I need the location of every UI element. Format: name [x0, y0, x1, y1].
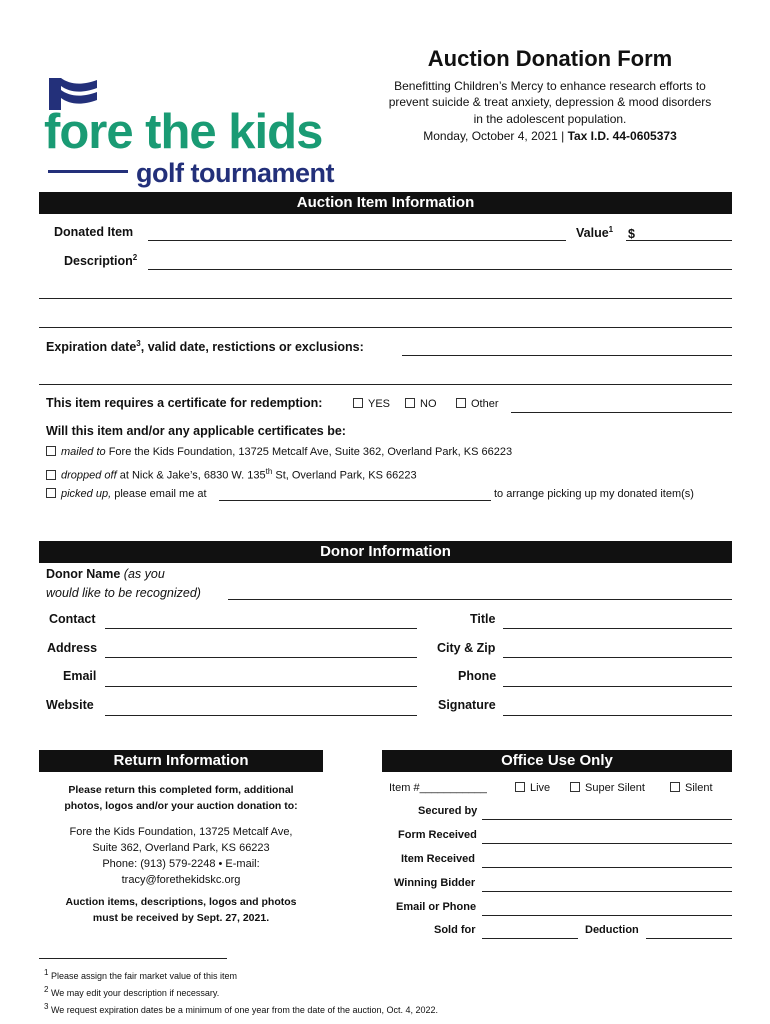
- mailed-checkbox[interactable]: mailed to Fore the Kids Foundation, 13725 Metcalf Ave, Suite 362, Overland Park, KS 66223: [46, 446, 512, 458]
- email-phone-field[interactable]: [482, 915, 732, 916]
- email-label: Email: [63, 669, 97, 683]
- donor-name-field[interactable]: [228, 599, 732, 600]
- title-label: Title: [470, 612, 496, 626]
- address-field[interactable]: [105, 657, 417, 658]
- other-checkbox[interactable]: Other: [456, 398, 499, 410]
- delivery-question: Will this item and/or any applicable certificates be:: [46, 424, 346, 438]
- email-field[interactable]: [105, 686, 417, 687]
- event-date: Monday, October 4, 2021 |: [423, 129, 568, 143]
- tax-id: Tax I.D. 44-0605373: [567, 129, 677, 143]
- signature-field[interactable]: [503, 715, 732, 716]
- other-field[interactable]: [511, 412, 732, 413]
- live-checkbox[interactable]: Live: [515, 782, 550, 794]
- subtitle-line: in the adolescent population.: [473, 112, 627, 126]
- logo-sub-text: golf tournament: [136, 158, 334, 188]
- pickup-email-field[interactable]: [219, 500, 491, 501]
- item-received-label: Item Received: [401, 853, 475, 865]
- item-received-field[interactable]: [482, 867, 732, 868]
- no-checkbox[interactable]: NO: [405, 398, 437, 410]
- expiration-field[interactable]: [402, 355, 732, 356]
- logo-main-text: fore the kids: [44, 105, 323, 159]
- contact-field[interactable]: [105, 628, 417, 629]
- description-field[interactable]: [39, 298, 732, 299]
- sold-for-label: Sold for: [434, 924, 476, 936]
- footnotes: [44, 966, 438, 1017]
- address-label: Address: [47, 641, 98, 655]
- dollar-sign: $: [628, 227, 635, 241]
- pickup-text-end: to arrange picking up my donated item(s): [494, 488, 694, 500]
- logo: [42, 72, 352, 192]
- item-number-label: Item #___________: [389, 782, 487, 794]
- description-field[interactable]: [39, 327, 732, 328]
- sold-for-field[interactable]: [482, 938, 578, 939]
- donated-item-label: Donated Item: [54, 225, 134, 239]
- website-field[interactable]: [105, 715, 417, 716]
- footnote-2: $^2$ We may edit your description if necessary.: [44, 985, 220, 998]
- silent-checkbox[interactable]: Silent: [670, 782, 713, 794]
- picked-checkbox[interactable]: picked up, please email me at: [46, 488, 207, 500]
- website-label: Website: [46, 698, 94, 712]
- phone-label: Phone: [458, 669, 497, 683]
- super-silent-checkbox[interactable]: Super Silent: [570, 782, 645, 794]
- subtitle-line: Benefitting Children’s Mercy to enhance research efforts to: [394, 79, 706, 93]
- dropped-checkbox[interactable]: dropped off at Nick & Jake’s, 6830 W. 135th St, Overland Park, KS 66223: [46, 467, 417, 482]
- winning-bidder-label: Winning Bidder: [394, 877, 476, 889]
- form-received-field[interactable]: [482, 843, 732, 844]
- auction-item-bar: Auction Item Information: [39, 192, 732, 214]
- contact-label: Contact: [49, 612, 96, 626]
- footnote-divider: [39, 958, 227, 959]
- donor-name-label: Donor Name (as you would like to be recognized): [46, 567, 201, 600]
- email-phone-label: Email or Phone: [396, 901, 477, 913]
- city-zip-label: City & Zip: [437, 641, 496, 655]
- value-label: Value$^1$: [576, 225, 614, 241]
- city-zip-field[interactable]: [503, 657, 732, 658]
- title-field[interactable]: [503, 628, 732, 629]
- winning-bidder-field[interactable]: [482, 891, 732, 892]
- return-deadline: Auction items, descriptions, logos and photos must be received by Sept. 27, 2021.: [65, 896, 297, 924]
- donated-item-field[interactable]: [148, 240, 566, 241]
- secured-by-field[interactable]: [482, 819, 732, 820]
- description-field[interactable]: [148, 269, 732, 270]
- return-instructions: Please return this completed form, additional photos, logos and/or your auction donation to:: [64, 784, 298, 812]
- description-label: Description$^2$: [64, 253, 138, 269]
- deduction-field[interactable]: [646, 938, 732, 939]
- return-address: Fore the Kids Foundation, 13725 Metcalf Ave, Suite 362, Overland Park, KS 66223 Phone: (913) 579-2248 • E-mail: tracy@forethekidskc.org: [69, 826, 293, 886]
- event-info: [360, 128, 740, 144]
- form-title: Auction Donation Form: [427, 46, 673, 71]
- return-info-block: [39, 782, 323, 926]
- office-bar: Office Use Only: [382, 750, 732, 772]
- certificate-label: This item requires a certificate for redemption:: [46, 396, 323, 410]
- return-bar: Return Information: [39, 750, 323, 772]
- deduction-label: Deduction: [585, 924, 639, 936]
- expiration-label: Expiration date$^3$, valid date, restictions or exclusions:: [46, 339, 364, 355]
- yes-checkbox[interactable]: YES: [353, 398, 390, 410]
- value-field[interactable]: [626, 240, 732, 241]
- phone-field[interactable]: [503, 686, 732, 687]
- donor-bar: Donor Information: [39, 541, 732, 563]
- footnote-1: $^1$ Please assign the fair market value of this item: [44, 968, 238, 981]
- signature-label: Signature: [438, 698, 496, 712]
- footnote-3: $^3$ We request expiration dates be a minimum of one year from the date of the auction, Oct. 4, 2022.: [44, 1002, 439, 1015]
- expiration-field[interactable]: [39, 384, 732, 385]
- logo-underline: [48, 170, 128, 173]
- form-received-label: Form Received: [398, 829, 477, 841]
- secured-by-label: Secured by: [418, 805, 478, 817]
- subtitle-line: prevent suicide & treat anxiety, depression & mood disorders: [388, 95, 712, 109]
